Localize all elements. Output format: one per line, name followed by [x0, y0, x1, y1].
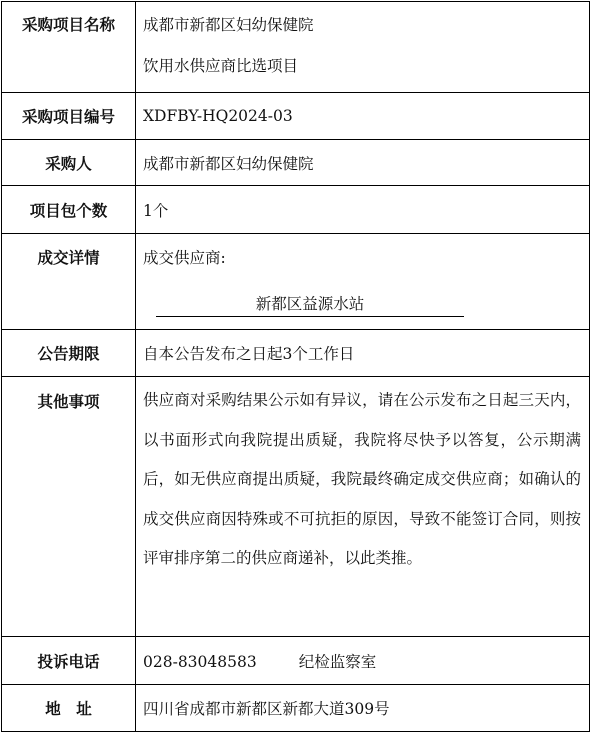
label-address: 地 址 — [2, 685, 136, 732]
label-deal-details — [2, 234, 136, 330]
project-name-line-1: 成都市新都区妇幼保健院 — [143, 16, 314, 34]
row-deal-details — [2, 234, 590, 330]
label-other-matters-text: 其他事项 — [37, 392, 100, 411]
label-package-count: 项目包个数 — [2, 186, 136, 234]
label-project-no: 采购项目编号 — [2, 93, 136, 140]
row-package-count — [2, 186, 590, 234]
row-complaint-phone — [2, 637, 590, 685]
row-other-matters — [2, 377, 590, 637]
complaint-phone-number: 028-83048583 — [143, 652, 257, 671]
value-package-count: 1个 — [136, 186, 590, 234]
value-project-no: XDFBY-HQ2024-03 — [136, 93, 590, 140]
value-deal-details — [136, 234, 590, 330]
label-project-name-text: 采购项目名称 — [21, 15, 115, 34]
deal-intro: 成交供应商: — [143, 249, 226, 267]
row-project-name — [2, 2, 590, 93]
row-notice-period — [2, 330, 590, 377]
label-complaint-phone: 投诉电话 — [2, 637, 136, 685]
row-purchaser — [2, 140, 590, 186]
other-matters-text: 供应商对采购结果公示如有异议，请在公示发布之日起三天内，以书面形式向我院提出质疑，我院将尽快予以答复，公示期满后，如无供应商提出质疑，我院最终确定成交供应商；如确认的成交供应商因特殊或不可抗拒的原因，导致不能签订合同，则按评审排序第二的供应商递补，以此类推。 — [143, 391, 581, 568]
announcement-table — [1, 1, 590, 732]
label-deal-details-text: 成交详情 — [37, 248, 100, 267]
label-other-matters — [2, 377, 136, 637]
value-project-name — [136, 2, 590, 93]
project-name-line-2: 饮用水供应商比选项目 — [143, 57, 299, 75]
label-notice-period: 公告期限 — [2, 330, 136, 377]
label-purchaser: 采购人 — [2, 140, 136, 186]
row-address — [2, 685, 590, 732]
complaint-phone-dept: 纪检监察室 — [298, 652, 377, 671]
deal-supplier: 新都区益源水站 — [156, 292, 464, 317]
value-notice-period: 自本公告发布之日起3个工作日 — [136, 330, 590, 377]
value-purchaser: 成都市新都区妇幼保健院 — [136, 140, 590, 186]
value-complaint-phone — [136, 637, 590, 685]
value-address: 四川省成都市新都区新都大道309号 — [136, 685, 590, 732]
value-other-matters — [136, 377, 590, 637]
row-project-no — [2, 93, 590, 140]
label-project-name — [2, 2, 136, 93]
